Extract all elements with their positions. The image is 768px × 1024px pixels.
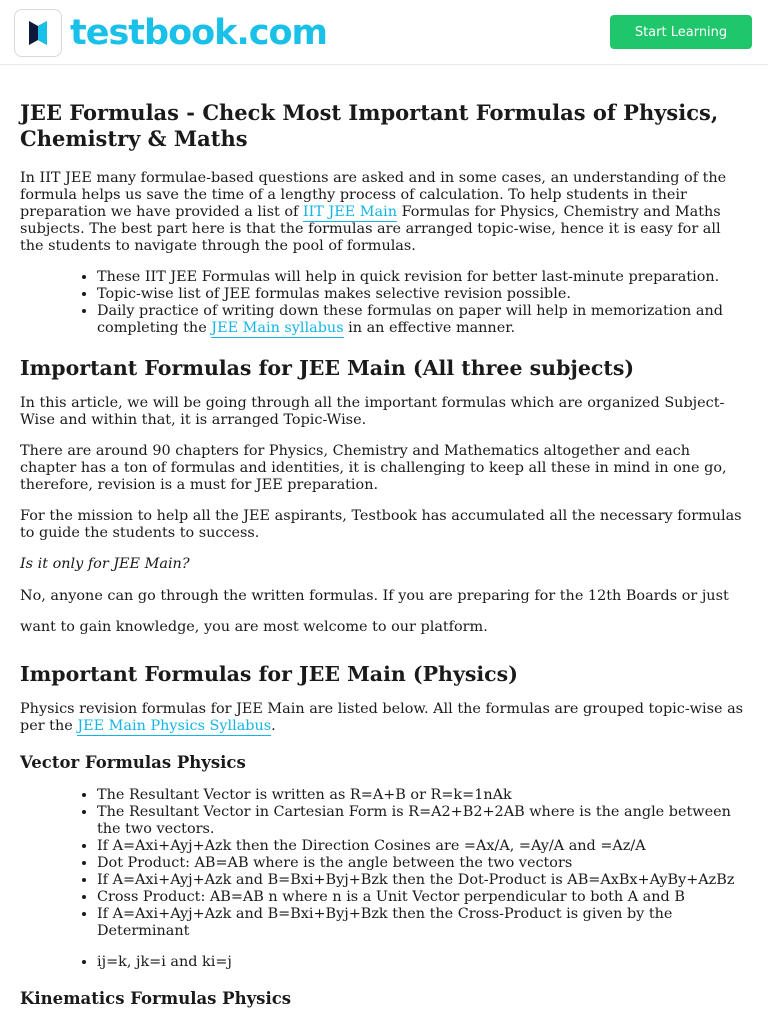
article [20,96,748,1023]
intro-bullet-list [20,269,748,337]
faq-question: Is it only for JEE Main? [20,556,190,572]
logo-text: testbook.com [70,12,328,53]
logo[interactable] [14,9,327,57]
page-title: JEE Formulas - Check Most Important Formulas of Physics, Chemistry & Maths [20,100,719,151]
list-item: • The Resultant Vector in Cartesian Form is R=A2+B2+2AB where is the angle between the two vectors. [97,804,748,838]
section-heading-physics: Important Formulas for JEE Main (Physics) [20,662,518,686]
vector-formula-list [20,787,748,971]
list-item: • Dot Product: AB=AB where is the angle between the two vectors [97,855,748,872]
paragraph: In this article, we will be going through all the important formulas which are organized Subject-Wise and within that, it is arranged Topic-Wise. [20,395,725,428]
jee-main-physics-syllabus-link[interactable]: JEE Main Physics Syllabus [77,718,272,734]
testbook-logo-icon [14,9,62,57]
list-item: • ij=k, jk=i and ki=j [97,954,748,971]
subheading-vector-formulas: Vector Formulas Physics [20,753,246,772]
list-item: • These IIT JEE Formulas will help in quick revision for better last-minute preparation. [97,269,748,286]
intro-paragraph: In IIT JEE many formulae-based questions are asked and in some cases, an understanding of the formula helps us save the time of a lengthy process of calculation. To help students in their preparation we have provided a list of IIT JEE Main Formulas for Physics, Chemistry and Maths subjects. The best part here is that the formulas are arranged topic-wise, hence it is easy for all the students to navigate through the pool of formulas. [20,170,727,254]
list-item: • Cross Product: AB=AB n where n is a Unit Vector perpendicular to both A and B [97,889,748,906]
list-item: • If A=Axi+Ayj+Azk and B=Bxi+Byj+Bzk then the Cross-Product is given by the Determinant [97,906,748,940]
jee-main-syllabus-link[interactable]: JEE Main syllabus [211,320,344,336]
faq-answer: No, anyone can go through the written formulas. If you are preparing for the 12th Boards or just want to gain knowledge, you are most welcome to our platform. [20,588,729,635]
section-heading-all-subjects: Important Formulas for JEE Main (All three subjects) [20,356,635,380]
list-item: • If A=Axi+Ayj+Azk and B=Bxi+Byj+Bzk then the Dot-Product is AB=AxBx+AyBy+AzBz [97,872,748,889]
subheading-kinematics-formulas: Kinematics Formulas Physics [20,989,292,1008]
paragraph: For the mission to help all the JEE aspirants, Testbook has accumulated all the necessary formulas to guide the students to success. [20,508,742,541]
iit-jee-main-link[interactable]: IIT JEE Main [302,204,397,220]
physics-intro-paragraph: Physics revision formulas for JEE Main are listed below. All the formulas are grouped topic-wise as per the JEE Main Physics Syllabus. [20,701,744,734]
site-header [0,0,768,65]
list-item: • If A=Axi+Ayj+Azk then the Direction Cosines are =Ax/A, =Ay/A and =Az/A [97,838,748,855]
list-item: • The Resultant Vector is written as R=A+B or R=k=1nAk [97,787,748,804]
start-learning-button[interactable]: Start Learning [610,15,752,49]
list-item: • Topic-wise list of JEE formulas makes selective revision possible. [97,286,748,303]
list-item: • Daily practice of writing down these formulas on paper will help in memorization and completing the JEE Main syllabus in an effective manner. [97,303,748,337]
paragraph: There are around 90 chapters for Physics, Chemistry and Mathematics altogether and each chapter has a ton of formulas and identities, it is challenging to keep all these in mind in one go, therefore, revision is a must for JEE preparation. [20,443,727,493]
